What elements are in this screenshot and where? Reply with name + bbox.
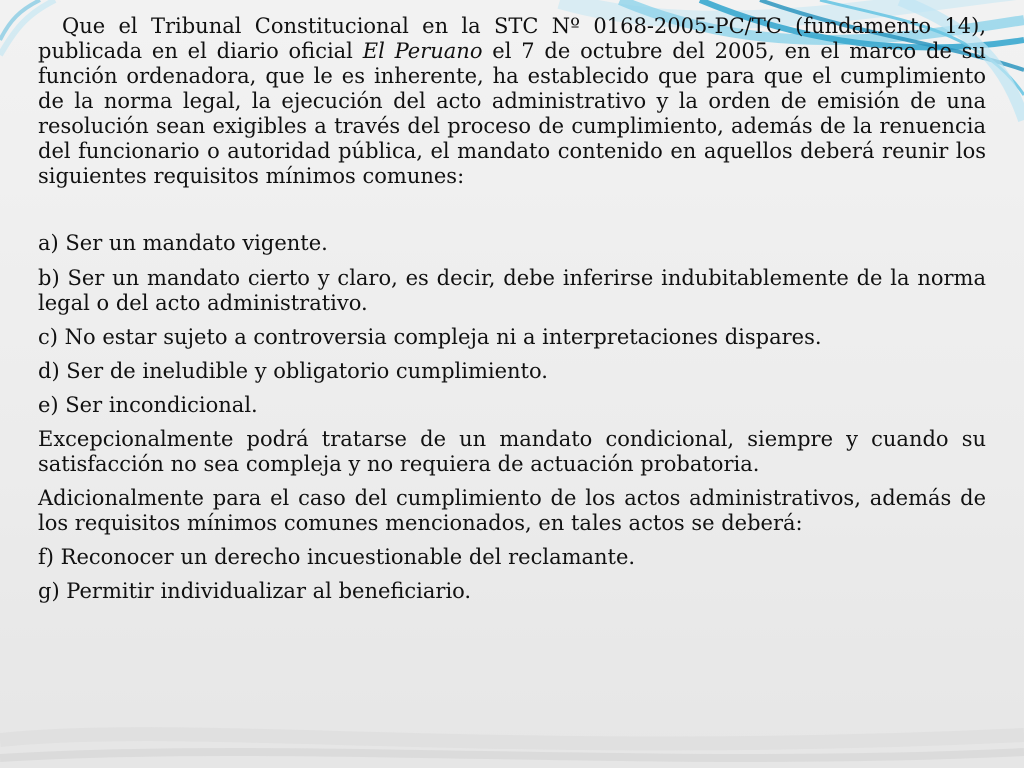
- slide-body: [38, 14, 986, 613]
- requirement-item-f: f) Reconocer un derecho incuestionable del reclamante.: [38, 545, 636, 569]
- requirement-item-c: c) No estar sujeto a controversia compleja ni a interpretaciones dispares.: [38, 325, 822, 349]
- bottom-wave-decoration: [0, 734, 1024, 758]
- requirement-item-a: a) Ser un mandato vigente.: [38, 231, 328, 255]
- requirement-item-d: d) Ser de ineludible y obligatorio cumplimiento.: [38, 359, 548, 383]
- intro-text-part1: Que el Tribunal Constitucional en la STC Nº 0168-2005-PC/TC (fundamento 14), publicada en el diario oficial: [38, 14, 986, 63]
- requirement-item-e: e) Ser incondicional.: [38, 393, 258, 417]
- requirement-item-g: g) Permitir individualizar al beneficiario.: [38, 579, 472, 603]
- intro-text-part2: el 7 de octubre del 2005, en el marco de su función ordenadora, que le es inherente, ha establecido que para que el cumplimiento de la norma legal, la ejecución del acto administrativo y la orden de emisión de una resolución sean exigibles a través del proceso de cumplimiento, además de la renuencia del funcionario o autoridad pública, el mandato contenido en aquellos deberá reunir los siguientes requisitos mínimos comunes:: [38, 39, 986, 188]
- additional-paragraph: Adicionalmente para el caso del cumplimiento de los actos administrativos, además de los requisitos mínimos comunes mencionados, en tales actos se deberá:: [38, 486, 986, 535]
- newspaper-name: El Peruano: [362, 39, 483, 63]
- requirement-item-b: b) Ser un mandato cierto y claro, es decir, debe inferirse indubitablemente de la norma legal o del acto administrativo.: [38, 266, 986, 315]
- exception-paragraph: Excepcionalmente podrá tratarse de un mandato condicional, siempre y cuando su satisfacción no sea compleja y no requiera de actuación probatoria.: [38, 427, 986, 476]
- intro-paragraph: [38, 14, 986, 189]
